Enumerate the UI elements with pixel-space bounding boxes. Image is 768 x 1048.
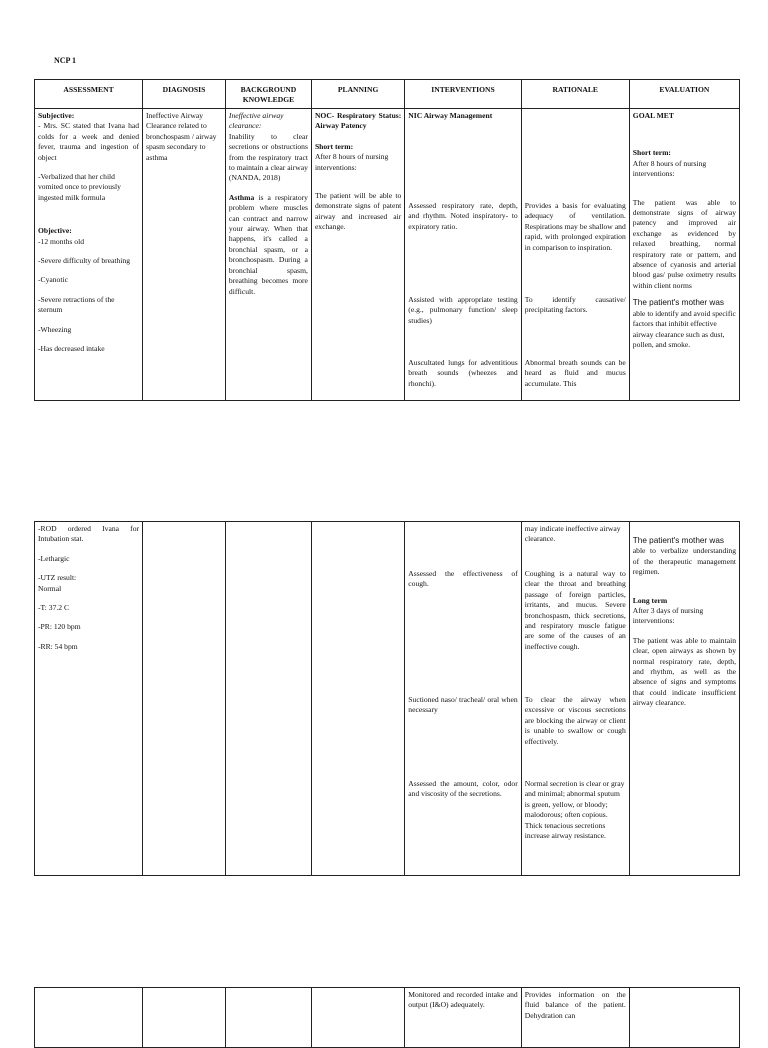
intervention-item: Assessed respiratory rate, depth, and rhythm. Noted inspiratory- to expiratory ratio. xyxy=(408,201,518,231)
asthma-label: Asthma xyxy=(228,192,255,202)
evaluation-cell xyxy=(629,522,739,876)
objective-item: -Wheezing xyxy=(38,324,72,334)
ncp-table-2 xyxy=(34,521,740,876)
background-cell xyxy=(225,109,311,401)
assessment-item: -Lethargic xyxy=(38,553,70,563)
assessment-item: -PR: 120 bpm xyxy=(38,622,81,632)
objective-item: -Severe difficulty of breathing xyxy=(38,256,131,266)
evaluation-item-head: The patient's mother was xyxy=(632,298,724,308)
long-term-text: After 3 days of nursing interventions: xyxy=(632,606,704,626)
rationale-cell xyxy=(521,988,629,1048)
planning-goal: The patient will be able to demonstrate signs of patent airway and increased air exchange. xyxy=(314,191,402,232)
evaluation-cell xyxy=(629,109,739,401)
rationale-item: To clear the airway when excessive or viscous secretions are blocking the airway or client is unable to swallow or cough effectively. xyxy=(524,695,626,746)
background-cell xyxy=(225,522,311,876)
header-interventions: INTERVENTIONS xyxy=(405,80,521,109)
rationale-item: To identify causative/ precipitating factors. xyxy=(524,295,626,315)
long-term-label: Long term xyxy=(632,595,668,605)
nic-label: NIC Airway Management xyxy=(408,111,493,120)
planning-cell xyxy=(311,522,404,876)
intervention-item: Monitored and recorded intake and output (I&O) adequately. xyxy=(408,990,518,1010)
objective-item: -Cyanotic xyxy=(38,275,68,285)
header-background: BACKGROUND KNOWLEDGE xyxy=(225,80,311,109)
evaluation-item-head: The patient's mother was xyxy=(632,536,724,545)
assessment-item: -T: 37.2 C xyxy=(38,603,70,613)
intervention-item: Assessed the amount, color, odor and viscosity of the secretions. xyxy=(408,779,518,799)
assessment-item: -UTZ result: xyxy=(38,573,77,583)
rationale-item: may indicate ineffective airway clearance. xyxy=(524,524,621,544)
interventions-cell xyxy=(405,522,521,876)
header-row xyxy=(35,80,740,109)
rationale-cell xyxy=(521,109,629,401)
rationale-item: Provides information on the fluid balance of the patient. Dehydration can xyxy=(524,990,626,1020)
evaluation-cell xyxy=(629,988,739,1048)
ncp-table-3 xyxy=(34,987,740,1048)
rationale-item: Abnormal breath sounds can be heard as fluid and mucus accumulate. This xyxy=(524,358,626,388)
header-assessment: ASSESSMENT xyxy=(35,80,143,109)
diagnosis-cell xyxy=(143,988,226,1048)
interventions-cell xyxy=(405,988,521,1048)
assessment-item: -ROD ordered Ivana for Intubation stat. xyxy=(38,524,140,544)
diagnosis-cell xyxy=(143,109,226,401)
rationale-cell xyxy=(521,522,629,876)
evaluation-item: able to identify and avoid specific factors that inhibit effective airway clearance such as dust, pollen, and smoke. xyxy=(632,308,736,349)
short-term-text: After 8 hours of nursing interventions: xyxy=(632,158,707,179)
table-row xyxy=(35,988,740,1048)
table-row xyxy=(35,109,740,401)
background-heading: Ineffective airway clearance: xyxy=(228,111,284,131)
header-planning: PLANNING xyxy=(311,80,404,109)
short-term-label: Short term: xyxy=(314,141,354,151)
evaluation-item: able to verbalize understanding of the therapeutic management regimen. xyxy=(632,546,736,577)
objective-item: -12 months old xyxy=(38,236,84,246)
table-row xyxy=(35,522,740,876)
assessment-cell xyxy=(35,109,143,401)
short-term-label: Short term: xyxy=(632,148,671,158)
objective-label: Objective: xyxy=(38,226,72,236)
intervention-item: Suctioned naso/ tracheal/ oral when necessary xyxy=(408,695,518,715)
assessment-cell xyxy=(35,522,143,876)
subjective-item: - Mrs. SC stated that Ivana had colds for a week and denied fever, trauma and ingestion of object xyxy=(38,121,140,162)
planning-cell xyxy=(311,109,404,401)
assessment-item: -RR: 54 bpm xyxy=(38,641,78,651)
diagnosis-text: Ineffective Airway Clearance related to bronchospasm / airway spasm secondary to asthma xyxy=(146,111,217,162)
asthma-paragraph xyxy=(229,193,308,297)
assessment-item: Normal xyxy=(38,583,62,593)
subjective-item: -Verbalized that her child vomited once to previously ingested milk formula xyxy=(38,172,121,202)
ncp-table-1 xyxy=(34,79,740,401)
intervention-item: Assessed the effectiveness of cough. xyxy=(408,569,518,589)
objective-item: -Severe retractions of the sternum xyxy=(38,294,115,315)
header-evaluation: EVALUATION xyxy=(629,80,739,109)
short-term-text: After 8 hours of nursing interventions: xyxy=(314,152,389,172)
noc-label: NOC- Respiratory Status: Airway Patency xyxy=(314,111,402,131)
background-cell xyxy=(225,988,311,1048)
rationale-item: Coughing is a natural way to clear the throat and breathing passage of foreign particles, irritants, and mucus. Severe bronchospasm, thick secretions, and respiratory muscle fatigue are some of the causes of an ineffective cough. xyxy=(524,569,626,651)
page-title: NCP 1 xyxy=(54,56,76,65)
header-diagnosis: DIAGNOSIS xyxy=(143,80,226,109)
rationale-item: Provides a basis for evaluating adequacy of ventilation. Respirations may be shallow and rapid, with prolonged expiration in comparison to inspiration. xyxy=(524,201,626,252)
objective-item: -Has decreased intake xyxy=(38,344,105,354)
asthma-text: is a respiratory problem where muscles can contract and narrow your airway. When that happens, it's called a bronchial spasm, or a bronchospasm. During a bronchial spasm, breathing becomes more difficult. xyxy=(228,192,308,296)
diagnosis-cell xyxy=(143,522,226,876)
goal-met-label: GOAL MET xyxy=(632,111,674,120)
planning-cell xyxy=(311,988,404,1048)
intervention-item: Assisted with appropriate testing (e.g., pulmonary function/ sleep studies) xyxy=(408,295,518,325)
evaluation-item: The patient was able to demonstrate signs of airway patency and improved air exchange as evidenced by relaxed breathing, normal respiratory rate or pattern, and absence of cyanosis and arterial blood gas/ pulse oximetry results within client norms xyxy=(632,197,736,290)
subjective-label: Subjective: xyxy=(38,111,75,120)
background-text: Inability to clear secretions or obstructions from the respiratory tract to maintain a clear airway (NANDA, 2018) xyxy=(228,131,308,183)
header-rationale: RATIONALE xyxy=(521,80,629,109)
rationale-item: Normal secretion is clear or gray and minimal; abnormal sputum is green, yellow, or bloody; malodorous; often copious. Thick tenacious secretions increase airway resistance. xyxy=(524,779,625,841)
assessment-cell xyxy=(35,988,143,1048)
evaluation-item: The patient was able to maintain clear, open airways as shown by normal respiratory rate, depth, and rhythm, as well as the absence of signs and symptoms that could indicate insufficient airway clearance. xyxy=(632,635,736,708)
interventions-cell xyxy=(405,109,521,401)
intervention-item: Auscultated lungs for adventitious breath sounds (wheezes and rhonchi). xyxy=(408,358,518,388)
